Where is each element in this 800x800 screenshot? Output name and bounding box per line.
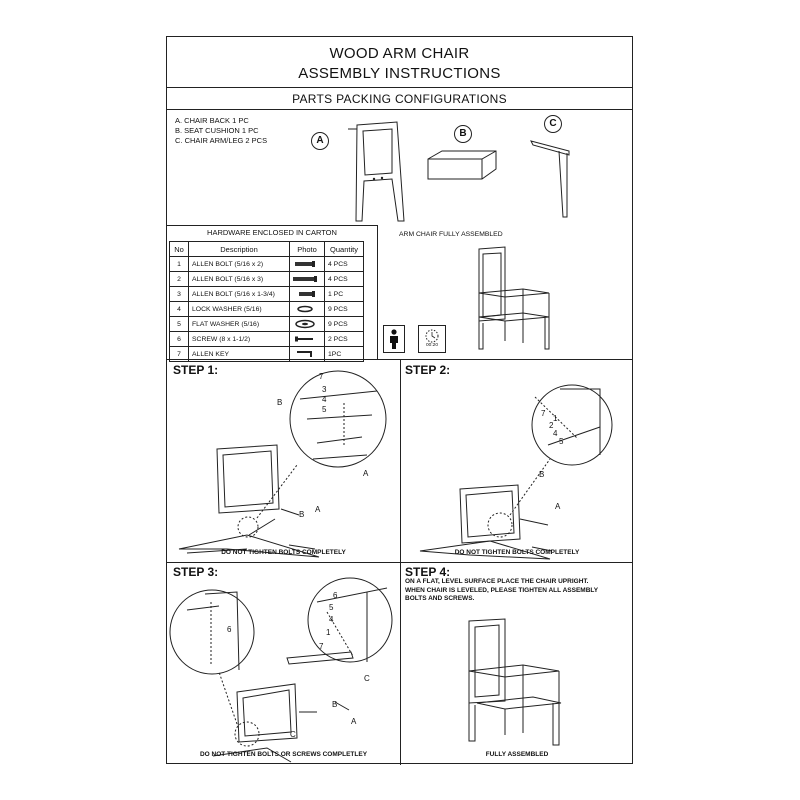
lock-washer-icon <box>293 305 317 313</box>
step-1-callout: 7 <box>319 372 324 381</box>
step-2-callout: A <box>555 502 561 511</box>
part-b-badge: B <box>454 125 472 143</box>
step-3-title: STEP 3: <box>173 565 219 579</box>
title-line-1: WOOD ARM CHAIR <box>329 45 470 62</box>
table-row: 1 ALLEN BOLT (5/16 x 2) 4 PCS <box>170 257 364 272</box>
step-1-note: DO NOT TIGHTEN BOLTS COMPLETELY <box>221 549 346 556</box>
step-1-callout: 5 <box>322 405 327 414</box>
table-row: 6 SCREW (8 x 1-1/2) 2 PCS <box>170 332 364 347</box>
table-header-row <box>170 242 364 257</box>
seat-cushion-drawing <box>422 147 502 192</box>
step-3-callout: 5 <box>329 603 334 612</box>
step-3-note: DO NOT TIGHTEN BOLTS OR SCREWS COMPLETLEY <box>199 751 368 758</box>
part-item-a: A. CHAIR BACK 1 PC <box>175 116 249 125</box>
step-2-callout: B <box>539 470 545 479</box>
table-row: 3 ALLEN BOLT (5/16 x 1-3/4) 1 PC <box>170 287 364 302</box>
bolt-icon <box>293 260 317 268</box>
step-4-note: FULLY ASSEMBLED <box>485 751 549 758</box>
table-row: 2 ALLEN BOLT (5/16 x 3) 4 PCS <box>170 272 364 287</box>
step-3-callout: 7 <box>319 642 324 651</box>
step-1-diagram <box>167 359 400 562</box>
part-item-b: B. SEAT CUSHION 1 PC <box>175 126 259 135</box>
step-4-chair-drawing <box>457 615 577 750</box>
part-a-badge: A <box>311 132 329 150</box>
time-box <box>418 325 446 353</box>
hardware-heading: HARDWARE ENCLOSED IN CARTON <box>207 228 337 237</box>
step-3-callout: C <box>364 674 370 683</box>
clock-time: 00:20 <box>425 343 438 348</box>
step-2-diagram <box>400 359 634 562</box>
col-description: Description <box>189 242 290 257</box>
divider <box>167 225 377 226</box>
divider <box>167 109 632 110</box>
step-4-instructions <box>405 578 630 604</box>
instruction-sheet <box>166 36 633 764</box>
screw-icon <box>293 335 317 343</box>
step-3-callout: C <box>290 730 296 739</box>
col-no: No <box>170 242 189 257</box>
title-line-2: ASSEMBLY INSTRUCTIONS <box>298 65 501 82</box>
step-1-title: STEP 1: <box>173 363 219 377</box>
step-1-callout: A <box>363 469 369 478</box>
divider <box>167 87 632 88</box>
step-2-title: STEP 2: <box>405 363 451 377</box>
step-3-callout: 6 <box>333 591 338 600</box>
step-4-title: STEP 4: <box>405 565 451 579</box>
part-c-badge: C <box>544 115 562 133</box>
assembled-heading: ARM CHAIR FULLY ASSEMBLED <box>399 231 503 238</box>
parts-heading: PARTS PACKING CONFIGURATIONS <box>292 92 507 106</box>
step-1-callout: 3 <box>322 385 327 394</box>
table-row: 4 LOCK WASHER (5/16) 9 PCS <box>170 302 364 317</box>
short-bolt-icon <box>293 290 317 298</box>
step-3-callout: 4 <box>329 615 334 624</box>
step-2-callout: 1 <box>553 414 558 423</box>
parts-list <box>175 116 267 146</box>
arm-leg-drawing <box>527 137 577 222</box>
part-item-c: C. CHAIR ARM/LEG 2 PCS <box>175 136 268 145</box>
step-4-line: BOLTS AND SCREWS. <box>405 595 475 602</box>
step-2-callout: 4 <box>553 429 558 438</box>
step-3-callout: B <box>332 700 338 709</box>
col-photo: Photo <box>290 242 325 257</box>
clock-icon <box>425 329 439 343</box>
step-1-callout: B <box>299 510 305 519</box>
step-4-line: ON A FLAT, LEVEL SURFACE PLACE THE CHAIR UPRIGHT. <box>405 578 589 585</box>
table-row: 5 FLAT WASHER (5/16) 9 PCS <box>170 317 364 332</box>
step-1-callout: A <box>315 505 321 514</box>
step-2-note: DO NOT TIGHTEN BOLTS COMPLETELY <box>454 549 580 556</box>
assembled-chair-drawing <box>465 245 560 355</box>
step-4-line: WHEN CHAIR IS LEVELED, PLEASE TIGHTEN ALL ASSEMBLY <box>405 586 599 594</box>
table-row: 7 ALLEN KEY 1PC <box>170 347 364 362</box>
allen-key-icon <box>293 350 317 358</box>
step-3-callout: A <box>351 717 357 726</box>
step-2-callout: 5 <box>559 437 564 446</box>
hardware-table <box>169 241 364 362</box>
long-bolt-icon <box>293 275 317 283</box>
person-box <box>383 325 405 353</box>
chair-back-drawing <box>342 117 412 227</box>
step-1-callout: 4 <box>322 395 327 404</box>
person-icon <box>388 329 400 349</box>
step-2-callout: 2 <box>549 421 554 430</box>
step-3-diagram <box>167 562 400 765</box>
step-2-callout: 7 <box>541 409 546 418</box>
col-quantity: Quantity <box>325 242 364 257</box>
flat-washer-icon <box>293 320 317 328</box>
divider <box>377 225 378 359</box>
step-3-callout: 6 <box>227 625 232 634</box>
step-1-callout: B <box>277 398 283 407</box>
step-3-callout: 1 <box>326 628 331 637</box>
